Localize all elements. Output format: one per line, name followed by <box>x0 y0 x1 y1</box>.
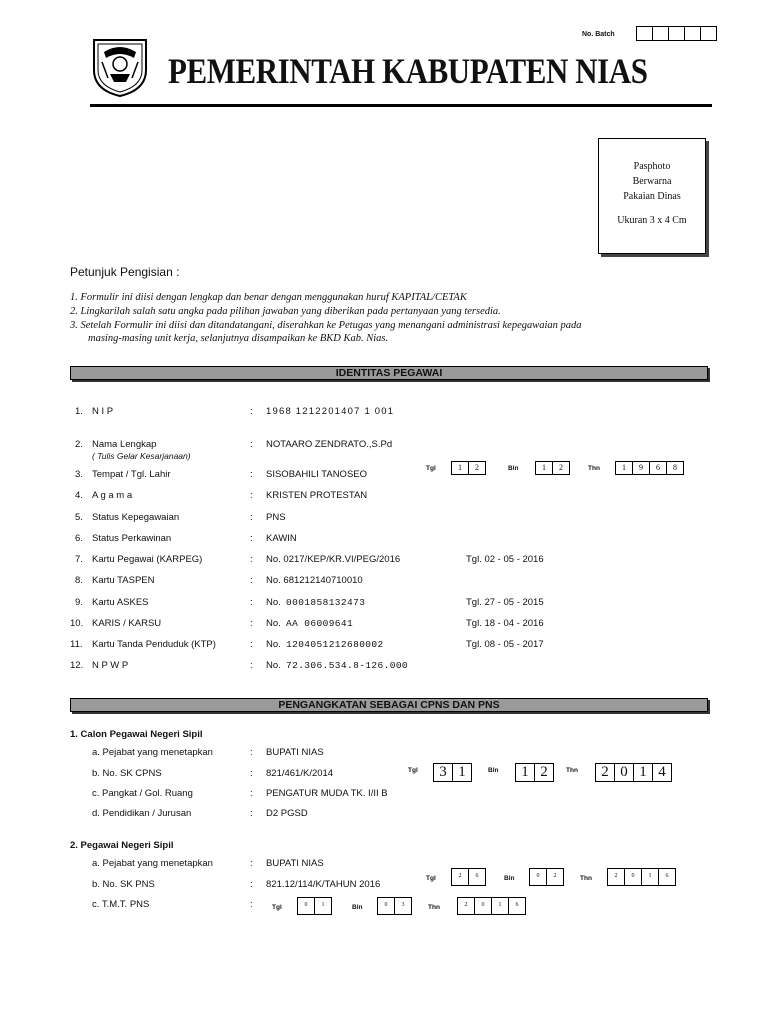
tmt-day-boxes[interactable] <box>298 897 332 915</box>
batch-box[interactable] <box>684 26 701 41</box>
pns-heading: 2. Pegawai Negeri Sipil <box>70 840 174 851</box>
section-pengangkatan: PENGANGKATAN SEBAGAI CPNS DAN PNS <box>70 698 708 712</box>
colon: : <box>250 618 253 629</box>
bln-label: Bln <box>504 875 515 882</box>
pns-month-boxes[interactable] <box>530 868 564 886</box>
row-number: 7. <box>75 554 83 565</box>
ktp-date[interactable]: Tgl. 08 - 05 - 2017 <box>466 639 544 650</box>
karis-date[interactable]: Tgl. 18 - 04 - 2016 <box>466 618 544 629</box>
row-number: 12. <box>70 660 84 671</box>
colon: : <box>250 660 253 671</box>
row-number: 2. <box>75 439 83 450</box>
instructions-heading: Petunjuk Pengisian : <box>70 265 180 279</box>
field-label: Kartu Pegawai (KARPEG) <box>92 554 203 565</box>
row-number: 4. <box>75 490 83 501</box>
photo-line: Pasphoto <box>633 161 671 172</box>
digit-box[interactable]: 2 <box>607 868 625 886</box>
colon: : <box>250 490 253 501</box>
instruction-item: 1. Formulir ini diisi dengan lengkap dan benar dengan menggunakan huruf KAPITAL/CETAK <box>70 292 467 303</box>
digit-box[interactable]: 2 <box>457 897 475 915</box>
karpeg-date[interactable]: Tgl. 02 - 05 - 2016 <box>466 554 544 565</box>
digit-box[interactable]: 0 <box>529 868 547 886</box>
digit-box[interactable]: 0 <box>297 897 315 915</box>
field-label: a. Pejabat yang menetapkan <box>92 747 213 758</box>
field-label: b. No. SK CPNS <box>92 768 162 779</box>
photo-box[interactable] <box>598 138 706 254</box>
field-label: N P W P <box>92 660 129 671</box>
digit-box[interactable]: 8 <box>666 461 684 475</box>
cpns-heading: 1. Calon Pegawai Negeri Sipil <box>70 729 203 740</box>
agama-value[interactable]: KRISTEN PROTESTAN <box>266 490 368 501</box>
colon: : <box>250 512 253 523</box>
ktp-prefix: No. <box>266 639 281 650</box>
cpns-sk-value[interactable]: 821/461/K/2014 <box>266 768 334 779</box>
colon: : <box>250 439 253 450</box>
instruction-item: 3. Setelah Formulir ini diisi dan ditandatangani, diserahkan ke Petugas yang menangani administrasi kepegawaian pada <box>70 320 582 331</box>
digit-box[interactable]: 3 <box>433 763 453 782</box>
npwp-prefix: No. <box>266 660 281 671</box>
cpns-month-boxes[interactable] <box>516 763 554 782</box>
digit-box[interactable]: 0 <box>377 897 395 915</box>
digit-box[interactable]: 1 <box>615 461 633 475</box>
digit-box[interactable]: 1 <box>314 897 332 915</box>
colon: : <box>250 597 253 608</box>
colon: : <box>250 788 253 799</box>
digit-box[interactable]: 1 <box>633 763 653 782</box>
field-label: Kartu ASKES <box>92 597 149 608</box>
digit-box[interactable]: 1 <box>641 868 659 886</box>
digit-box[interactable]: 3 <box>394 897 412 915</box>
pns-year-boxes[interactable] <box>608 868 676 886</box>
instruction-item: masing-masing unit kerja, selanjutnya disampaikan ke BKD Kab. Nias. <box>88 333 389 344</box>
thn-label: Thn <box>580 875 592 882</box>
field-label: b. No. SK PNS <box>92 879 155 890</box>
digit-box[interactable]: 0 <box>614 763 634 782</box>
status-perkawinan-value[interactable]: KAWIN <box>266 533 297 544</box>
batch-label: No. Batch <box>582 31 615 38</box>
colon: : <box>250 768 253 779</box>
colon: : <box>250 747 253 758</box>
cpns-day-boxes[interactable] <box>434 763 472 782</box>
digit-box[interactable]: 9 <box>632 461 650 475</box>
tmt-year-boxes[interactable] <box>458 897 526 915</box>
thn-label: Thn <box>428 904 440 911</box>
batch-box[interactable] <box>700 26 717 41</box>
digit-box[interactable]: 6 <box>658 868 676 886</box>
digit-box[interactable]: 4 <box>652 763 672 782</box>
nama-value[interactable]: NOTAARO ZENDRATO.,S.Pd <box>266 439 393 450</box>
row-number: 5. <box>75 512 83 523</box>
digit-box[interactable]: 6 <box>508 897 526 915</box>
batch-box[interactable] <box>652 26 669 41</box>
bln-label: Bln <box>488 767 499 774</box>
tgl-label: Tgl <box>272 904 282 911</box>
title-rule <box>90 104 712 107</box>
digit-box[interactable]: 2 <box>451 868 469 886</box>
batch-box[interactable] <box>636 26 653 41</box>
karpeg-value[interactable]: No. 0217/KEP/KR.VI/PEG/2016 <box>266 554 401 565</box>
digit-box[interactable]: 1 <box>515 763 535 782</box>
digit-box[interactable]: 1 <box>452 763 472 782</box>
photo-line: Berwarna <box>632 176 672 187</box>
photo-line: Pakaian Dinas <box>623 191 681 202</box>
field-label: Tempat / Tgl. Lahir <box>92 469 171 480</box>
cpns-year-boxes[interactable] <box>596 763 672 782</box>
field-label: Kartu TASPEN <box>92 575 155 586</box>
instruction-item: 2. Lingkarilah salah satu angka pada pilihan jawaban yang diberikan pada pertanyaan yang tersedia. <box>70 306 501 317</box>
row-number: 10. <box>70 618 84 629</box>
tgl-label: Tgl <box>408 767 418 774</box>
cpns-pejabat-value[interactable]: BUPATI NIAS <box>266 747 324 758</box>
row-number: 11. <box>70 639 83 650</box>
askes-value[interactable]: 0001858132473 <box>286 597 366 608</box>
regency-seal-icon <box>90 34 150 98</box>
karis-prefix: No. <box>266 618 281 629</box>
pns-pejabat-value[interactable]: BUPATI NIAS <box>266 858 324 869</box>
birth-month-boxes[interactable] <box>536 461 570 475</box>
colon: : <box>250 879 253 890</box>
digit-box[interactable]: 6 <box>468 868 486 886</box>
digit-box[interactable]: 2 <box>546 868 564 886</box>
birth-day-boxes[interactable] <box>452 461 486 475</box>
field-label: Nama Lengkap <box>92 439 157 450</box>
colon: : <box>250 575 253 586</box>
field-label: c. T.M.T. PNS <box>92 899 150 910</box>
thn-label: Thn <box>588 465 600 472</box>
tgl-label: Tgl <box>426 465 436 472</box>
tmt-month-boxes[interactable] <box>378 897 412 915</box>
askes-prefix: No. <box>266 597 281 608</box>
row-number: 6. <box>75 533 83 544</box>
status-kepegawaian-value[interactable]: PNS <box>266 512 286 523</box>
birth-year-boxes[interactable] <box>616 461 684 475</box>
field-label: KARIS / KARSU <box>92 618 162 629</box>
field-label: Kartu Tanda Penduduk (KTP) <box>92 639 216 650</box>
digit-box[interactable]: 1 <box>535 461 553 475</box>
row-number: 8. <box>75 575 83 586</box>
tgl-label: Tgl <box>426 875 436 882</box>
tempat-value[interactable]: SISOBAHILI TANOSEO <box>266 469 368 480</box>
page-title: PEMERINTAH KABUPATEN NIAS <box>168 51 648 91</box>
cpns-pangkat-value[interactable]: PENGATUR MUDA TK. I/II B <box>266 788 388 799</box>
cpns-pendidikan-value[interactable]: D2 PGSD <box>266 808 308 819</box>
field-label: Status Perkawinan <box>92 533 172 544</box>
colon: : <box>250 899 253 910</box>
colon: : <box>250 406 253 417</box>
row-number: 9. <box>75 597 83 608</box>
colon: : <box>250 858 253 869</box>
digit-box[interactable]: 1 <box>451 461 469 475</box>
field-label: Status Kepegawaian <box>92 512 180 523</box>
pns-sk-value[interactable]: 821.12/114/K/TAHUN 2016 <box>266 879 381 890</box>
digit-box[interactable]: 2 <box>552 461 570 475</box>
bln-label: Bln <box>352 904 363 911</box>
bln-label: Bln <box>508 465 519 472</box>
row-number: 3. <box>75 469 83 480</box>
section-identitas: IDENTITAS PEGAWAI <box>70 366 708 380</box>
thn-label: Thn <box>566 767 578 774</box>
colon: : <box>250 533 253 544</box>
row-number: 1. <box>75 406 83 417</box>
karis-value[interactable]: AA 06009641 <box>286 618 354 629</box>
pns-day-boxes[interactable] <box>452 868 486 886</box>
colon: : <box>250 639 253 650</box>
digit-box[interactable]: 1 <box>491 897 509 915</box>
digit-box[interactable]: 6 <box>649 461 667 475</box>
digit-box[interactable]: 0 <box>624 868 642 886</box>
nip-value[interactable]: 1968 1212201407 1 001 <box>266 406 395 417</box>
field-label: N I P <box>92 406 114 417</box>
field-label: a. Pejabat yang menetapkan <box>92 858 213 869</box>
field-label: A g a m a <box>92 490 133 501</box>
taspen-value[interactable]: No. 681212140710010 <box>266 575 363 586</box>
digit-box[interactable]: 2 <box>468 461 486 475</box>
askes-date[interactable]: Tgl. 27 - 05 - 2015 <box>466 597 544 608</box>
colon: : <box>250 808 253 819</box>
photo-size: Ukuran 3 x 4 Cm <box>617 215 687 226</box>
batch-box[interactable] <box>668 26 685 41</box>
digit-box[interactable]: 2 <box>534 763 554 782</box>
field-label: c. Pangkat / Gol. Ruang <box>92 788 193 799</box>
field-label: d. Pendidikan / Jurusan <box>92 808 192 819</box>
field-sublabel: ( Tulis Gelar Kesarjanaan) <box>92 451 191 461</box>
colon: : <box>250 469 253 480</box>
ktp-value[interactable]: 1204051212680002 <box>286 639 384 650</box>
npwp-value[interactable]: 72.306.534.8-126.000 <box>286 660 409 671</box>
digit-box[interactable]: 0 <box>474 897 492 915</box>
digit-box[interactable]: 2 <box>595 763 615 782</box>
colon: : <box>250 554 253 565</box>
